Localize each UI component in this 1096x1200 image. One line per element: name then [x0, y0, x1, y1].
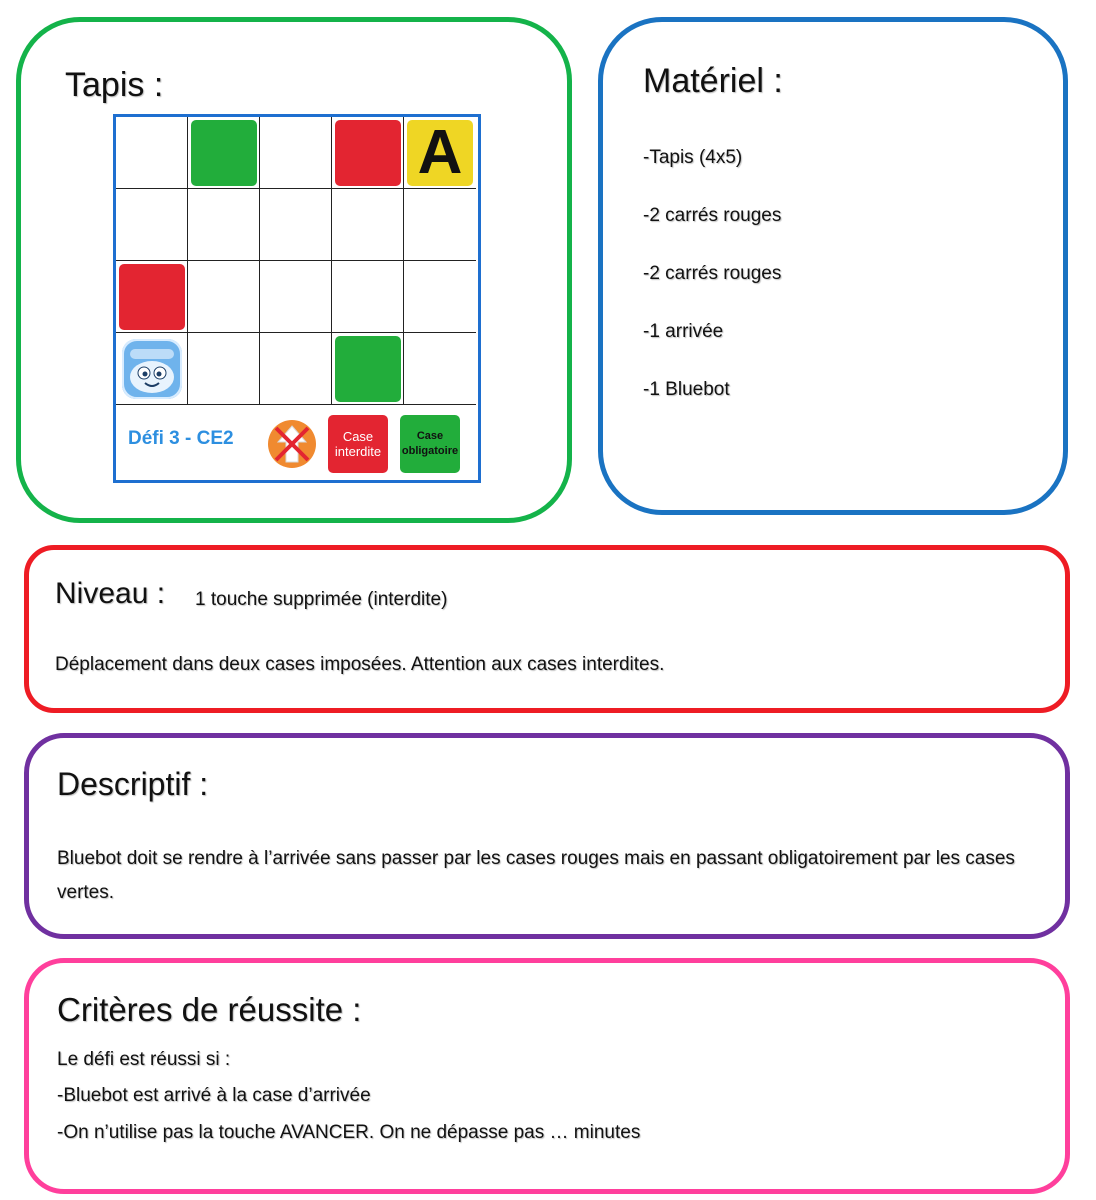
defi-label: Défi 3 - CE2 — [128, 428, 234, 449]
materiel-title: Matériel : — [643, 62, 783, 100]
tapis-title: Tapis : — [65, 66, 164, 104]
board-grid — [116, 117, 478, 407]
materiel-item: -1 arrivée — [643, 321, 724, 342]
board-cell — [188, 261, 260, 333]
board-cell — [404, 189, 476, 261]
legend-forbidden-cell: Case interdite — [328, 415, 388, 473]
materiel-item: -Tapis (4x5) — [643, 147, 743, 168]
niveau-panel — [24, 545, 1070, 713]
descriptif-panel — [24, 733, 1070, 939]
forbidden-tile — [119, 264, 185, 330]
board-cell — [116, 117, 188, 189]
materiel-panel — [598, 17, 1068, 515]
mandatory-tile — [335, 336, 401, 402]
board-cell — [404, 117, 476, 189]
board-cell — [260, 333, 332, 405]
board-cell — [116, 261, 188, 333]
forbidden-tile — [335, 120, 401, 186]
materiel-item: -2 carrés rouges — [643, 205, 782, 226]
criteres-title: Critères de réussite : — [57, 991, 362, 1028]
descriptif-text: Bluebot doit se rendre à l’arrivée sans passer par les cases rouges mais en passant obligatoirement par les cases vertes. — [57, 848, 1015, 903]
board-cell — [260, 261, 332, 333]
materiel-item: -1 Bluebot — [643, 379, 730, 400]
board-cell — [260, 189, 332, 261]
board-cell — [332, 261, 404, 333]
board-cell — [188, 189, 260, 261]
niveau-subtitle: 1 touche supprimée (interdite) — [195, 589, 448, 610]
criteres-panel — [24, 958, 1070, 1194]
board — [113, 114, 481, 483]
legend-mandatory-cell: Case obligatoire — [400, 415, 460, 473]
board-cell — [188, 333, 260, 405]
board-cell — [332, 117, 404, 189]
tapis-panel — [16, 17, 572, 523]
board-cell — [404, 333, 476, 405]
niveau-text: Déplacement dans deux cases imposées. Attention aux cases interdites. — [55, 654, 665, 675]
forbidden-forward-arrow-icon — [266, 418, 318, 470]
arrival-tile — [407, 120, 473, 186]
criteres-line: -Bluebot est arrivé à la case d’arrivée — [57, 1085, 371, 1106]
mandatory-tile — [191, 120, 257, 186]
board-cell — [332, 189, 404, 261]
board-footer — [116, 408, 478, 480]
board-cell — [116, 189, 188, 261]
board-cell — [188, 117, 260, 189]
niveau-title: Niveau : — [55, 577, 166, 610]
materiel-item: -2 carrés rouges — [643, 263, 782, 284]
criteres-line: Le défi est réussi si : — [57, 1049, 231, 1070]
descriptif-title: Descriptif : — [57, 766, 209, 802]
criteres-line: -On n’utilise pas la touche AVANCER. On ne dépasse pas … minutes — [57, 1122, 641, 1143]
board-cell — [332, 333, 404, 405]
board-cell — [260, 117, 332, 189]
arrival-letter: A — [417, 118, 463, 187]
board-cell — [404, 261, 476, 333]
board-cell — [116, 333, 188, 405]
bluebot-icon — [122, 339, 182, 399]
